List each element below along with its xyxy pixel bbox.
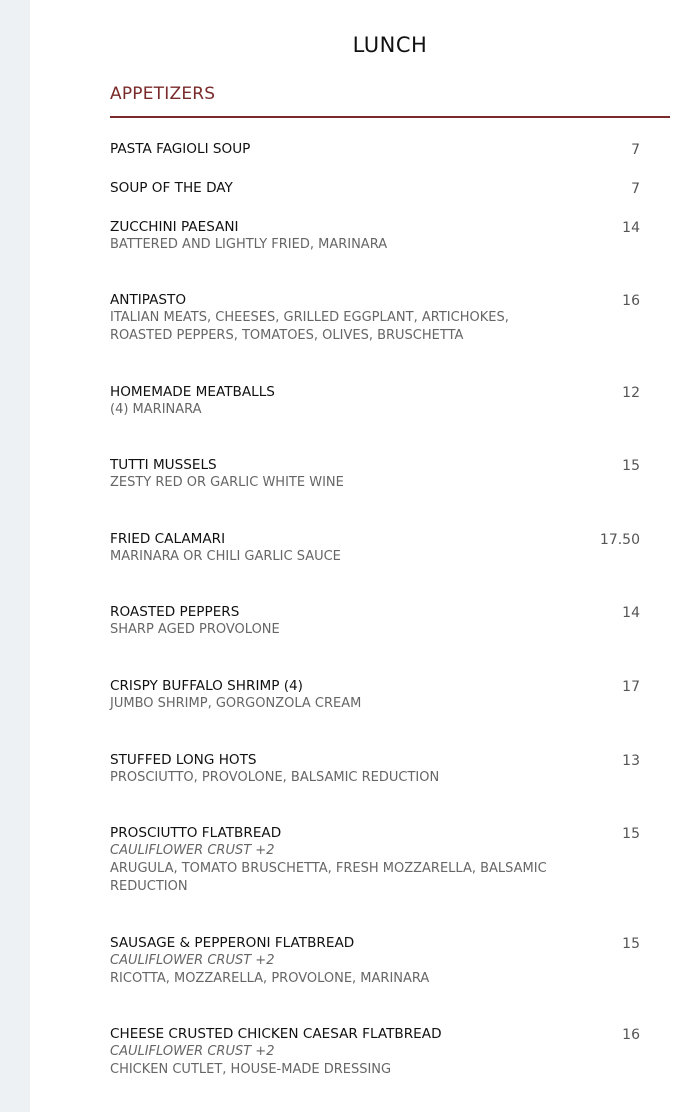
item-price: 16	[622, 293, 640, 309]
item-note: CAULIFLOWER CRUST +2	[110, 1044, 275, 1059]
item-description: JUMBO SHRIMP, GORGONZOLA CREAM	[110, 696, 362, 711]
item-description: ZESTY RED OR GARLIC WHITE WINE	[110, 475, 344, 490]
page-title: LUNCH	[352, 33, 428, 57]
item-name: ANTIPASTO	[110, 292, 187, 308]
item-price: 12	[622, 385, 640, 401]
item-name: STUFFED LONG HOTS	[110, 752, 257, 768]
list-item	[110, 456, 640, 492]
item-name: ROASTED PEPPERS	[110, 604, 240, 620]
list-item	[110, 603, 640, 639]
item-price: 14	[622, 605, 640, 621]
list-item	[110, 751, 640, 787]
item-name: SOUP OF THE DAY	[110, 180, 233, 196]
list-item	[110, 218, 640, 254]
item-price: 15	[622, 826, 640, 842]
item-price: 17	[622, 679, 640, 695]
item-description: BATTERED AND LIGHTLY FRIED, MARINARA	[110, 237, 388, 252]
item-name: PASTA FAGIOLI SOUP	[110, 141, 251, 157]
item-price: 7	[631, 181, 640, 197]
item-price: 15	[622, 458, 640, 474]
item-price: 15	[622, 936, 640, 952]
item-price: 7	[631, 142, 640, 158]
list-item	[110, 291, 640, 345]
item-description: RICOTTA, MOZZARELLA, PROVOLONE, MARINARA	[110, 971, 430, 986]
item-description: CHICKEN CUTLET, HOUSE-MADE DRESSING	[110, 1062, 392, 1077]
list-item	[110, 677, 640, 713]
list-item	[110, 824, 640, 896]
item-note: CAULIFLOWER CRUST +2	[110, 953, 275, 968]
item-price: 13	[622, 753, 640, 769]
item-description: MARINARA OR CHILI GARLIC SAUCE	[110, 549, 341, 564]
item-name: ZUCCHINI PAESANI	[110, 219, 239, 235]
item-description: ARUGULA, TOMATO BRUSCHETTA, FRESH MOZZARELLA, BALSAMIC REDUCTION	[110, 861, 547, 894]
list-item	[110, 179, 640, 197]
item-price: 16	[622, 1027, 640, 1043]
item-description: SHARP AGED PROVOLONE	[110, 622, 280, 637]
list-item	[110, 934, 640, 988]
list-item	[110, 530, 640, 566]
item-description: ITALIAN MEATS, CHEESES, GRILLED EGGPLANT, ARTICHOKES, ROASTED PEPPERS, TOMATOES, OLIVES, BRUSCHETTA	[110, 310, 509, 343]
item-name: HOMEMADE MEATBALLS	[110, 384, 275, 400]
list-item	[110, 140, 640, 158]
item-name: CRISPY BUFFALO SHRIMP (4)	[110, 678, 303, 694]
item-name: CHEESE CRUSTED CHICKEN CAESAR FLATBREAD	[110, 1026, 442, 1042]
list-item	[110, 383, 640, 419]
item-name: SAUSAGE & PEPPERONI FLATBREAD	[110, 935, 355, 951]
item-name: FRIED CALAMARI	[110, 531, 226, 547]
menu-page	[30, 0, 700, 1112]
item-description: PROSCIUTTO, PROVOLONE, BALSAMIC REDUCTION	[110, 770, 440, 785]
item-note: CAULIFLOWER CRUST +2	[110, 843, 275, 858]
item-price: 17.50	[599, 532, 640, 548]
section-heading: APPETIZERS	[110, 84, 670, 118]
item-name: PROSCIUTTO FLATBREAD	[110, 825, 282, 841]
list-item	[110, 1025, 640, 1079]
item-price: 14	[622, 220, 640, 236]
item-description: (4) MARINARA	[110, 402, 202, 417]
item-name: TUTTI MUSSELS	[110, 457, 217, 473]
